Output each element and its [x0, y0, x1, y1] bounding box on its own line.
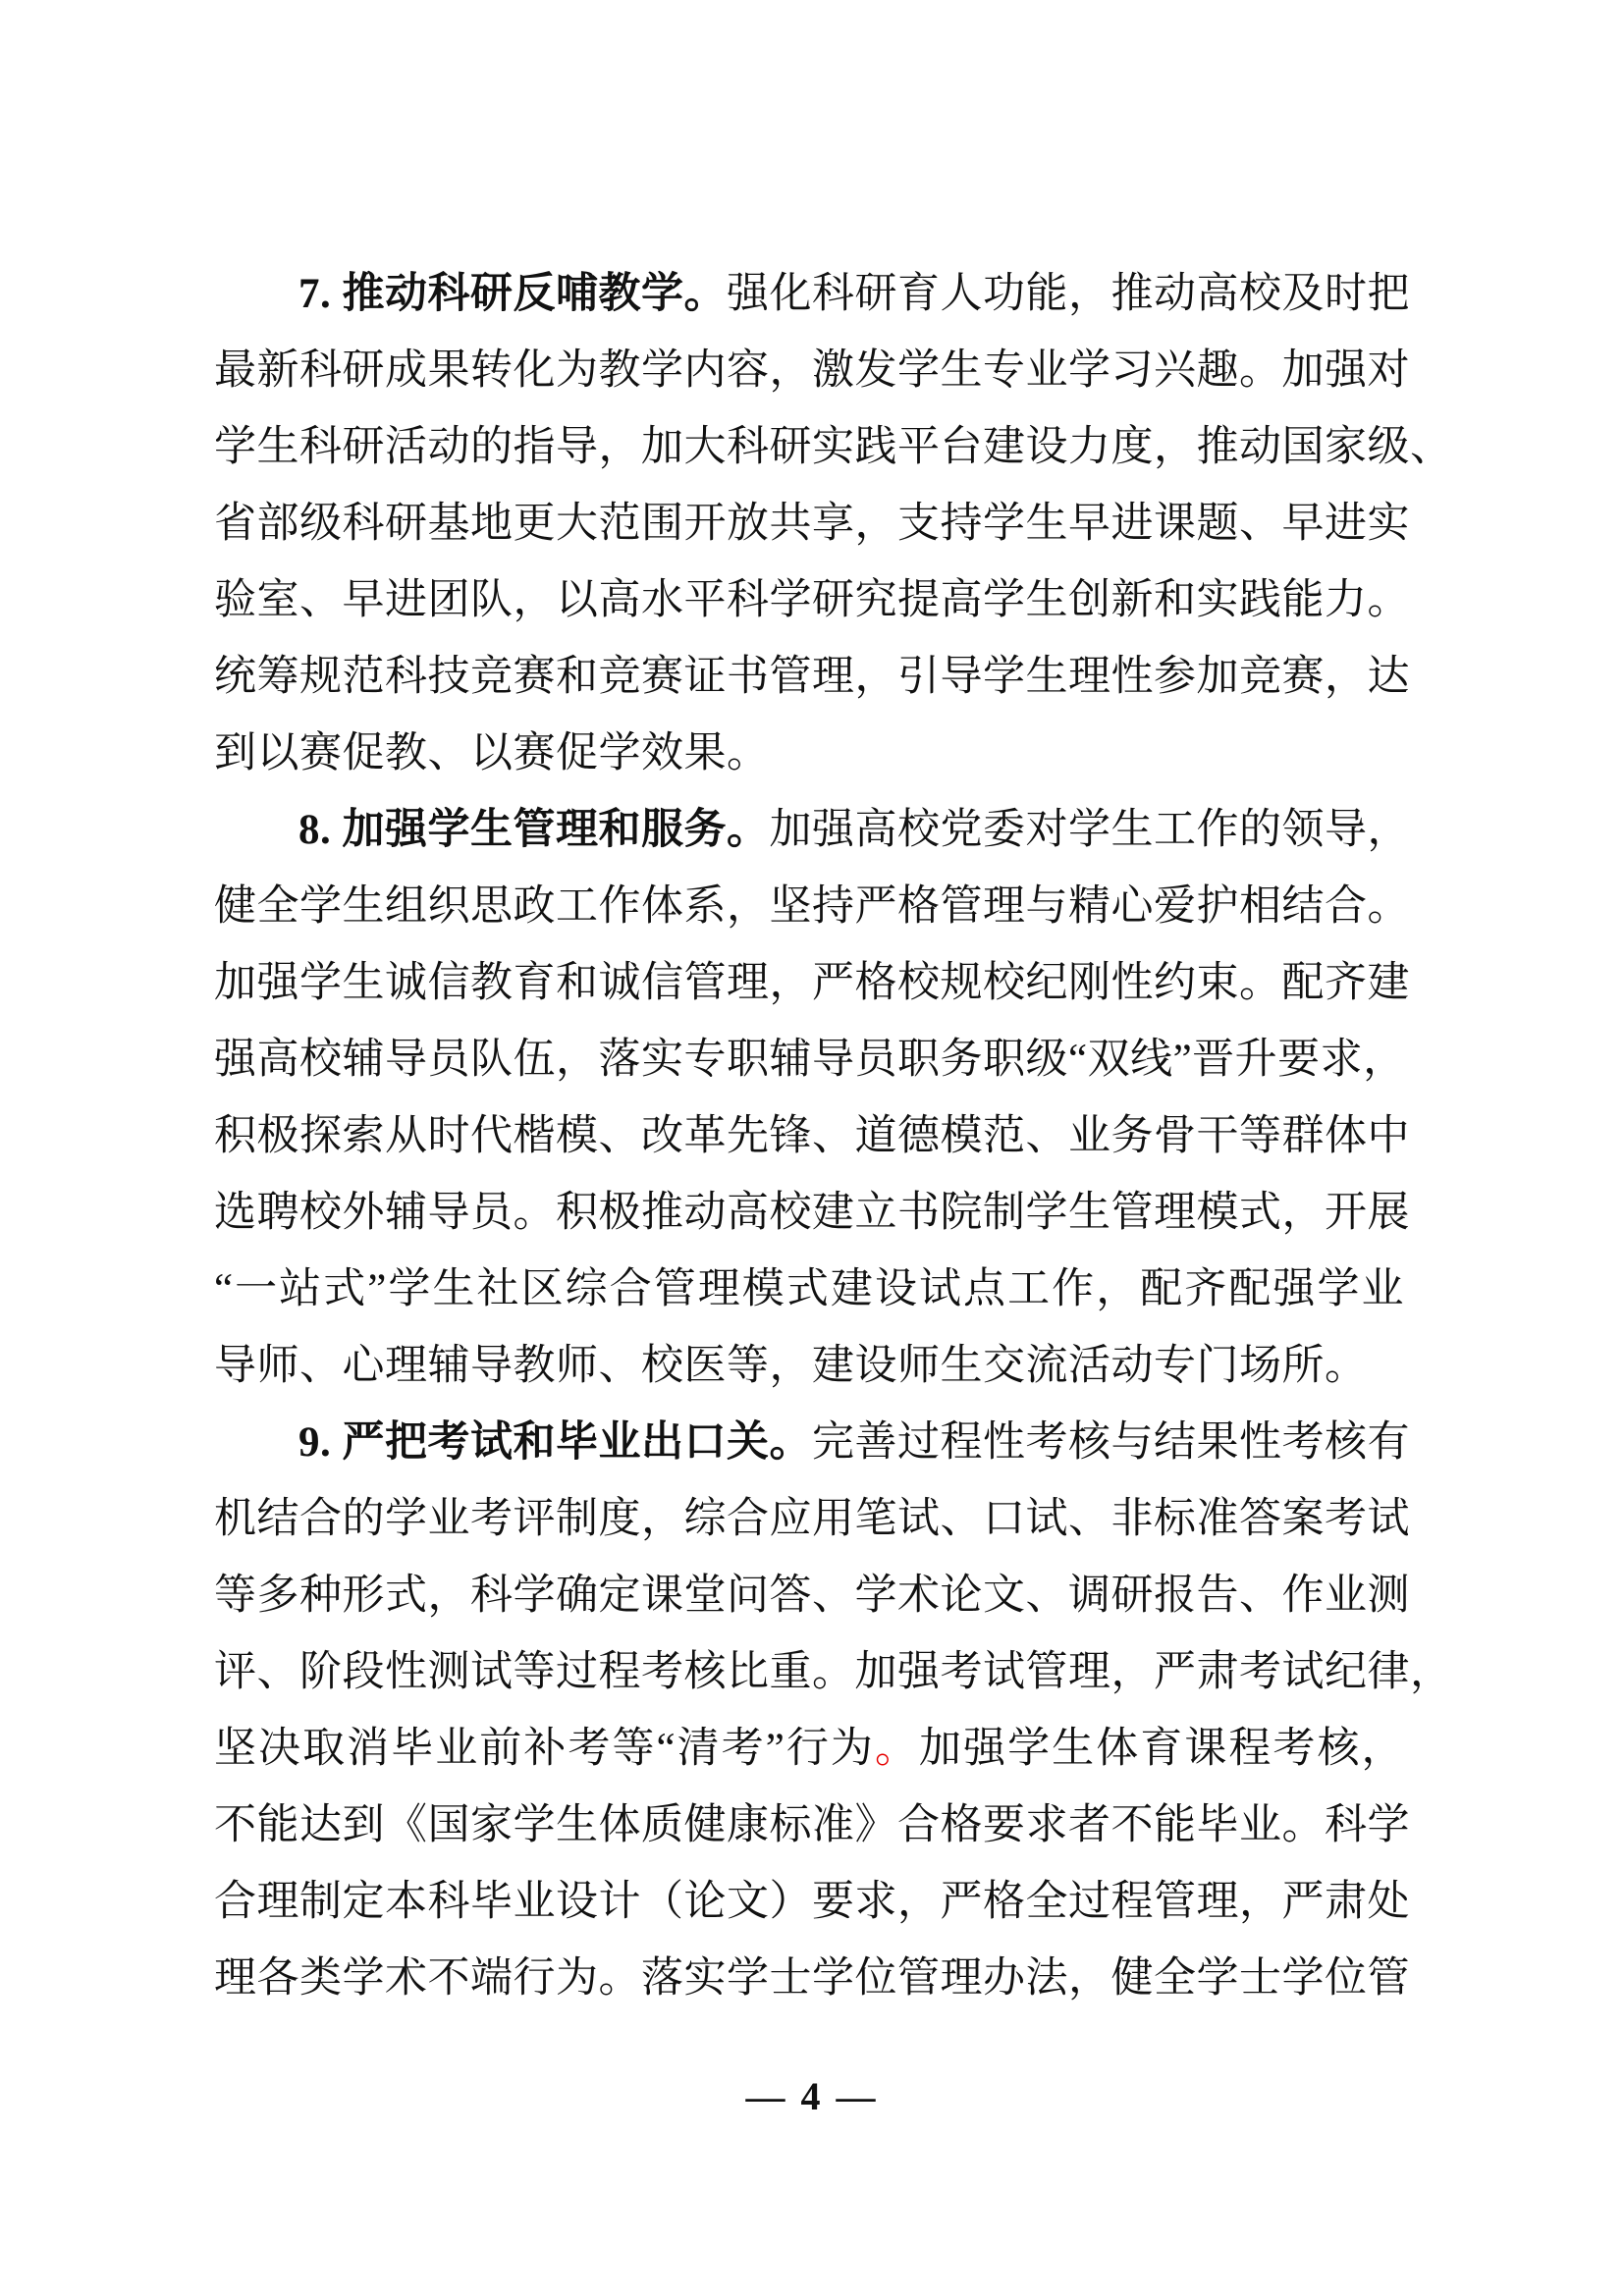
text-line	[214, 256, 1410, 333]
body-text-segment: 评、阶段性测试等过程考核比重。加强考试管理，严肃考试纪律，	[214, 1649, 1453, 1695]
body-text-segment: 加强学生体育课程考核，	[919, 1726, 1405, 1772]
body-text-segment: 加强学生诚信教育和诚信管理，严格校规校纪刚性约束。配齐建	[214, 960, 1410, 1006]
text-line	[214, 1022, 1404, 1098]
body-text-segment: 选聘校外辅导员。积极推动高校建立书院制学生管理模式，开展	[214, 1190, 1410, 1236]
text-line	[214, 333, 1410, 409]
text-line	[214, 945, 1410, 1022]
body-text-segment: 机结合的学业考评制度，综合应用笔试、口试、非标准答案考试	[214, 1496, 1410, 1542]
paragraph-heading-segment: 8. 加强学生管理和服务。	[298, 807, 770, 853]
body-text-segment: 学生科研活动的指导，加大科研实践平台建设力度，推动国家级、	[214, 424, 1453, 470]
text-line	[214, 869, 1410, 945]
text-line	[214, 1711, 1404, 1788]
body-text-segment: “一站式”学生社区综合管理模式建设试点工作，配齐配强学业	[214, 1266, 1404, 1312]
body-text-segment: 验室、早进团队，以高水平科学研究提高学生创新和实践能力。	[214, 577, 1410, 623]
body-text-segment: 积极探索从时代楷模、改革先锋、道德模范、业务骨干等群体中	[214, 1113, 1410, 1159]
body-text-segment: 省部级科研基地更大范围开放共享，支持学生早进课题、早进实	[214, 501, 1410, 547]
body-text-segment: 强高校辅导员队伍，落实专职辅导员职务职级“双线”晋升要求，	[214, 1037, 1406, 1083]
text-line	[214, 486, 1410, 562]
body-text-segment: 健全学生组织思政工作体系，坚持严格管理与精心爱护相结合。	[214, 883, 1410, 930]
text-line	[214, 1941, 1410, 2017]
page-number: — 4 —	[745, 2074, 879, 2118]
body-text-segment: 等多种形式，科学确定课堂问答、学术论文、调研报告、作业测	[214, 1573, 1410, 1619]
text-line	[214, 1634, 1453, 1711]
paragraph-8	[214, 792, 1410, 1405]
text-line	[214, 562, 1410, 639]
text-line	[214, 639, 1410, 716]
paragraph-9	[214, 1405, 1453, 2017]
body-text-segment: 最新科研成果转化为教学内容，激发学生专业学习兴趣。加强对	[214, 347, 1410, 394]
body-text-segment: 坚决取消毕业前补考等“清考”行为	[214, 1726, 875, 1772]
text-line	[214, 716, 1404, 792]
body-text-segment: 到以赛促教、以赛促学效果。	[214, 730, 770, 776]
text-line	[214, 1481, 1410, 1558]
body-text-segment: 理各类学术不端行为。落实学士学位管理办法，健全学士学位管	[214, 1955, 1410, 2002]
document-text-block	[214, 256, 1453, 2017]
text-line	[214, 1405, 1410, 1481]
text-line	[214, 1252, 1404, 1328]
text-line	[214, 792, 1410, 869]
paragraph-heading-segment: 7. 推动科研反哺教学。	[298, 271, 727, 317]
text-line	[214, 409, 1453, 486]
body-text-segment: 加强高校党委对学生工作的领导，	[769, 807, 1410, 853]
text-line	[214, 1098, 1410, 1175]
body-text-segment: 完善过程性考核与结果性考核有	[812, 1419, 1410, 1466]
body-text-segment: 强化科研育人功能，推动高校及时把	[727, 271, 1410, 317]
body-text-segment: 导师、心理辅导教师、校医等，建设师生交流活动专门场所。	[214, 1343, 1368, 1389]
paragraph-7	[214, 256, 1453, 792]
red-period-mark: 。	[874, 1726, 920, 1772]
text-line	[214, 1788, 1410, 1864]
body-text-segment: 统筹规范科技竞赛和竞赛证书管理，引导学生理性参加竞赛，达	[214, 654, 1410, 700]
body-text-segment: 合理制定本科毕业设计（论文）要求，严格全过程管理，严肃处	[214, 1879, 1410, 1925]
text-line	[214, 1558, 1410, 1634]
paragraph-heading-segment: 9. 严把考试和毕业出口关。	[298, 1419, 812, 1466]
text-line	[214, 1175, 1410, 1252]
text-line	[214, 1864, 1410, 1941]
body-text-segment: 不能达到《国家学生体质健康标准》合格要求者不能毕业。科学	[214, 1802, 1410, 1848]
text-line	[214, 1328, 1404, 1405]
